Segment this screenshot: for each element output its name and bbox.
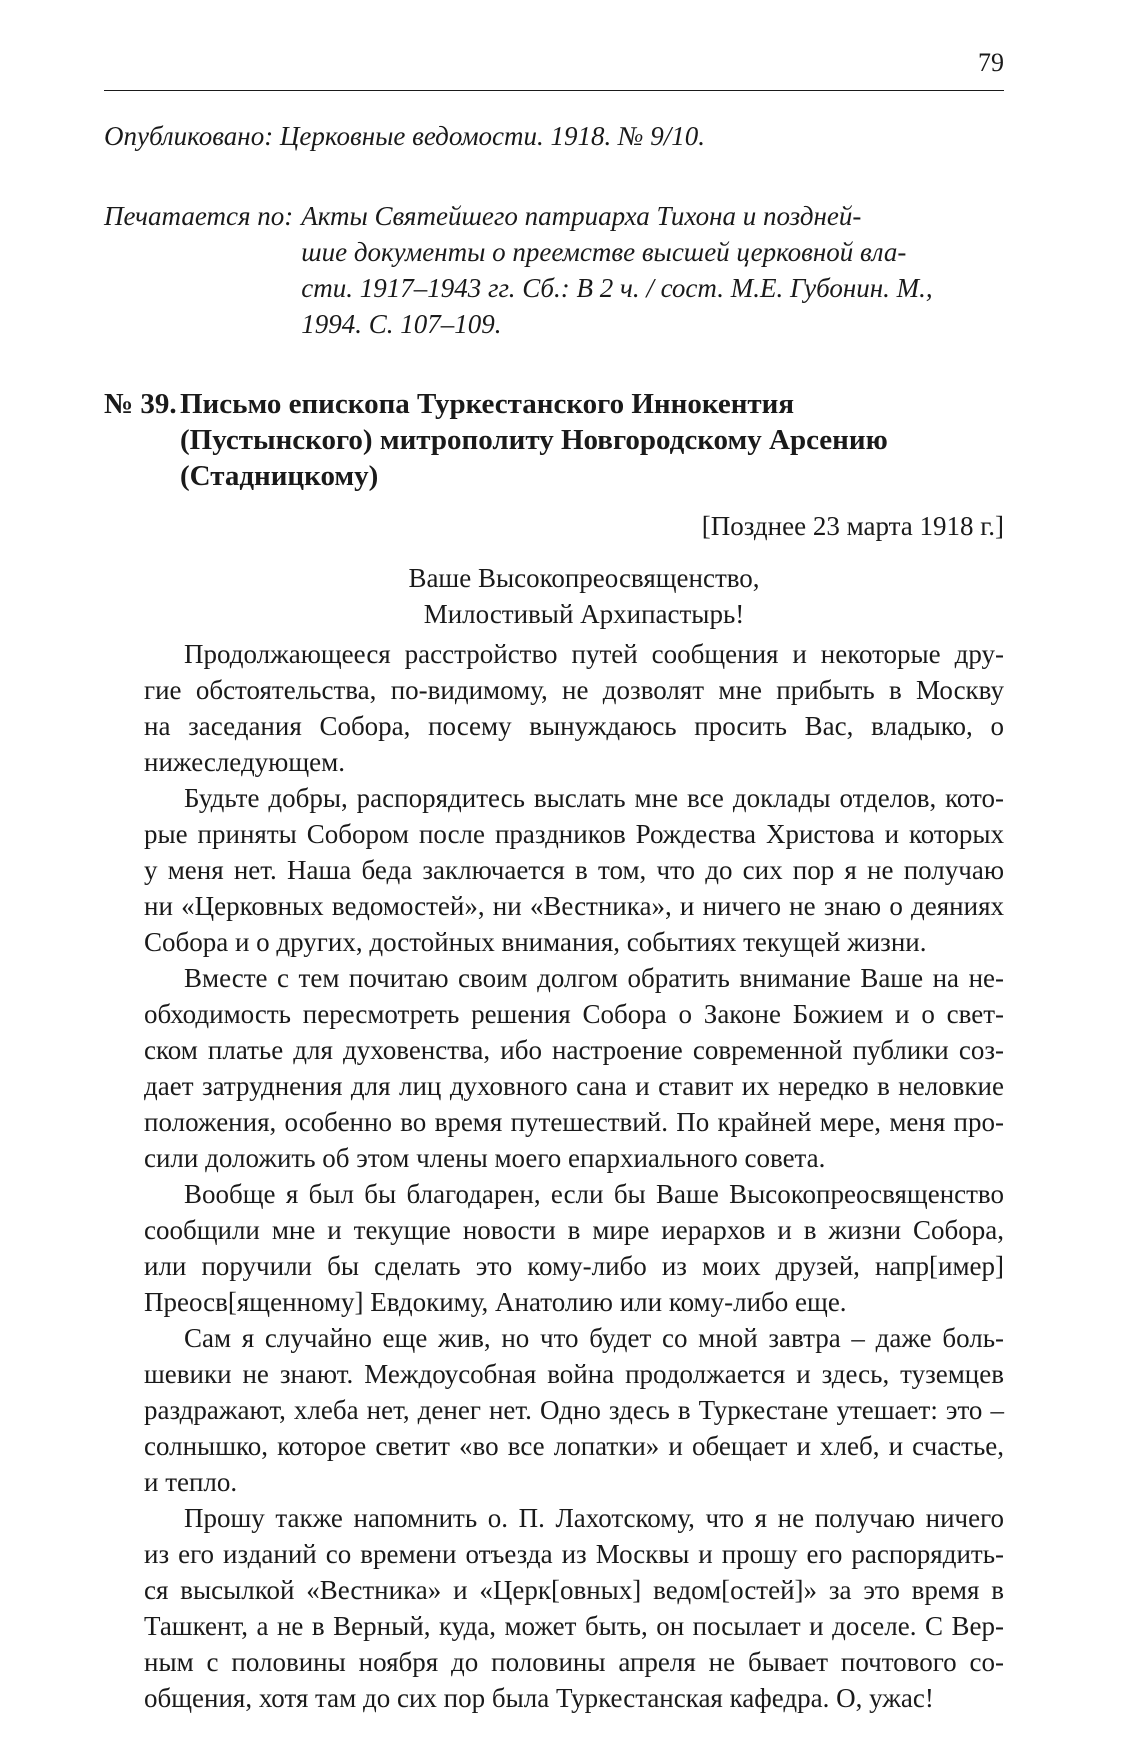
text-line: Вообще я был бы благодарен, если бы Ваше Высокопреосвященство bbox=[184, 1179, 1004, 1209]
document-number: № 39. bbox=[104, 388, 177, 420]
text-line: или поручили бы сделать это кому-либо из моих друзей, напр[имер] bbox=[144, 1251, 1004, 1281]
text-line: и тепло. bbox=[144, 1467, 238, 1497]
text-line: сили доложить об этом члены моего епархиального совета. bbox=[144, 1143, 826, 1173]
salutation bbox=[104, 560, 1004, 632]
text-line: раздражают, хлеба нет, денег нет. Одно здесь в Туркестане утешает: это – bbox=[144, 1395, 1004, 1425]
text-line: Ташкент, а не в Верный, куда, может быть, он посылает и доселе. С Вер- bbox=[144, 1611, 1004, 1641]
printed-from-citation bbox=[104, 198, 1004, 342]
page-content bbox=[104, 118, 1004, 1716]
text-line: нижеследующем. bbox=[144, 747, 345, 777]
letter-paragraph bbox=[104, 1500, 1004, 1716]
text-line: Будьте добры, распорядитесь выслать мне все доклады отделов, кото- bbox=[184, 783, 1004, 813]
document-title-line: Письмо епископа Туркестанского Иннокентия bbox=[180, 388, 795, 420]
text-line: дает затруднения для лиц духовного сана и ставит их нередко в неловкие bbox=[144, 1071, 1004, 1101]
text-line: положения, особенно во время путешествий. По крайней мере, меня про- bbox=[144, 1107, 1004, 1137]
printed-from-line: шие документы о преемстве высшей церковной вла- bbox=[301, 237, 907, 267]
printed-from-line: сти. 1917–1943 гг. Сб.: В 2 ч. / сост. М.Е. Губонин. М., bbox=[301, 273, 933, 303]
text-line: Продолжающееся расстройство путей сообщения и некоторые дру- bbox=[184, 639, 1004, 669]
printed-from-line: 1994. С. 107–109. bbox=[301, 309, 502, 339]
document-title bbox=[180, 386, 888, 494]
document-title-line: (Стадницкому) bbox=[180, 460, 379, 492]
salutation-line: Ваше Высокопреосвященство, bbox=[408, 563, 760, 593]
text-line: Преосв[ященному] Евдокиму, Анатолию или кому-либо еще. bbox=[144, 1287, 847, 1317]
text-line: Собора и о других, достойных внимания, событиях текущей жизни. bbox=[144, 927, 927, 957]
letter-body bbox=[104, 636, 1004, 1716]
printed-from-text bbox=[301, 198, 1004, 342]
header-rule bbox=[104, 90, 1004, 91]
text-line: из его изданий со времени отъезда из Москвы и прошу его распорядить- bbox=[144, 1539, 1004, 1569]
letter-paragraph bbox=[104, 960, 1004, 1176]
document-title-line: (Пустынского) митрополиту Новгородскому Арсению bbox=[180, 424, 888, 456]
document-heading bbox=[104, 386, 1004, 494]
letter-paragraph bbox=[104, 1320, 1004, 1500]
text-line: у меня нет. Наша беда заключается в том, что до сих пор я не получаю bbox=[144, 855, 1004, 885]
printed-from-line: Акты Святейшего патриарха Тихона и поздней- bbox=[301, 201, 862, 231]
text-line: Сам я случайно еще жив, но что будет со мной завтра – даже боль- bbox=[184, 1323, 1004, 1353]
text-line: обходимость пересмотреть решения Собора о Законе Божием и о свет- bbox=[144, 999, 1004, 1029]
text-line: гие обстоятельства, по-видимому, не дозволят мне прибыть в Москву bbox=[144, 675, 1004, 705]
document-date: [Позднее 23 марта 1918 г.] bbox=[701, 511, 1004, 541]
text-line: Прошу также напомнить о. П. Лахотскому, что я не получаю ничего bbox=[184, 1503, 1004, 1533]
text-line: солнышко, которое светит «во все лопатки» и обещает и хлеб, и счастье, bbox=[144, 1431, 1004, 1461]
salutation-line: Милостивый Архипастырь! bbox=[423, 599, 745, 629]
text-line: рые приняты Собором после праздников Рождества Христова и которых bbox=[144, 819, 1004, 849]
text-line: ском платье для духовенства, ибо настроение современной публики соз- bbox=[144, 1035, 1004, 1065]
page-number: 79 bbox=[978, 48, 1004, 77]
text-line: Вместе с тем почитаю своим долгом обратить внимание Ваше на не- bbox=[184, 963, 1004, 993]
text-line: ни «Церковных ведомостей», ни «Вестника», и ничего не знаю о деяниях bbox=[144, 891, 1004, 921]
printed-from-label: Печатается по: bbox=[104, 201, 294, 231]
text-line: на заседания Собора, посему вынуждаюсь просить Вас, владыко, о bbox=[144, 711, 1004, 741]
text-line: шевики не знают. Междоусобная война продолжается и здесь, туземцев bbox=[144, 1359, 1004, 1389]
text-line: общения, хотя там до сих пор была Туркестанская кафедра. О, ужас! bbox=[144, 1683, 934, 1713]
letter-paragraph bbox=[104, 1176, 1004, 1320]
letter-paragraph bbox=[104, 780, 1004, 960]
letter-paragraph bbox=[104, 636, 1004, 780]
published-citation: Опубликовано: Церковные ведомости. 1918. № 9/10. bbox=[104, 121, 705, 151]
text-line: сообщили мне и текущие новости в мире иерархов и в жизни Собора, bbox=[144, 1215, 1004, 1245]
text-line: ным с половины ноября до половины апреля не бывает почтового со- bbox=[144, 1647, 1004, 1677]
text-line: ся высылкой «Вестника» и «Церк[овных] ведом[остей]» за это время в bbox=[144, 1575, 1004, 1605]
